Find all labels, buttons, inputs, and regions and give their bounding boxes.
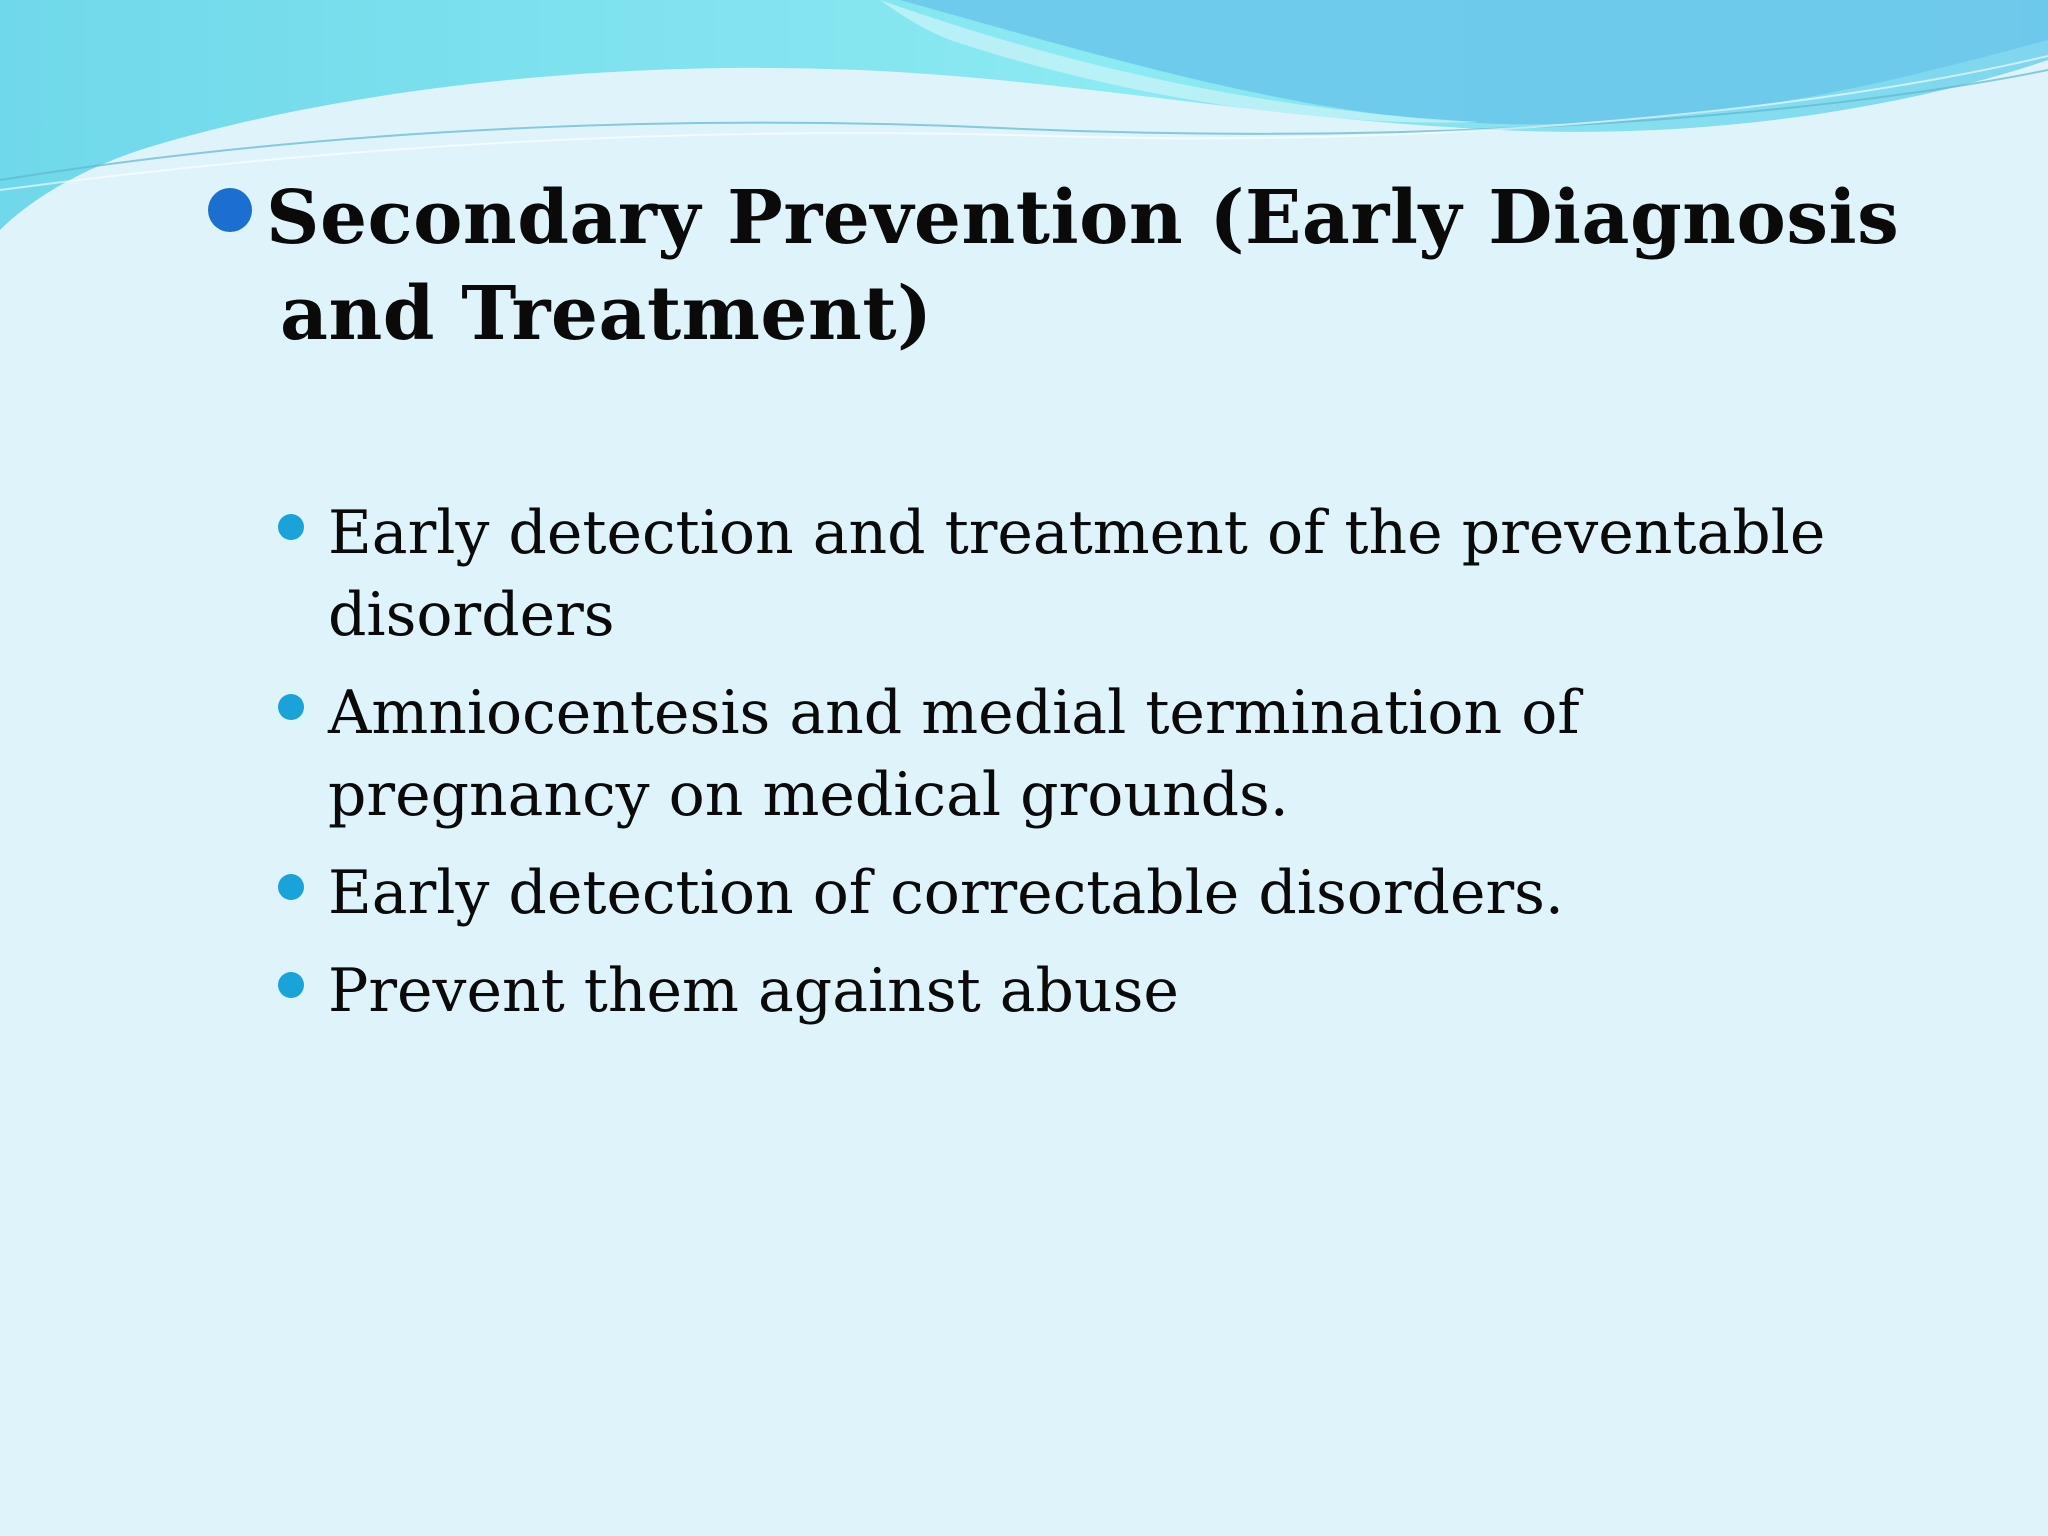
bullet-icon [278, 972, 304, 998]
list-item [276, 852, 1916, 934]
list-item [276, 672, 1916, 836]
bullet-icon [278, 514, 304, 540]
slide-heading: Secondary Prevention (Early Diagnosis and Treatment) [266, 175, 1900, 357]
bullet-text: Prevent them against abuse [328, 956, 1179, 1026]
list-item [276, 950, 1916, 1032]
bullet-text: Amniocentesis and medial termination of pregnancy on medical grounds. [328, 678, 1580, 830]
bullet-icon [278, 874, 304, 900]
bullet-icon [278, 694, 304, 720]
bullet-text: Early detection and treatment of the preventable disorders [328, 498, 1826, 650]
heading-row [208, 170, 1928, 362]
bullet-text: Early detection of correctable disorders. [328, 858, 1565, 928]
bullet-list [276, 492, 1916, 1048]
list-item [276, 492, 1916, 656]
heading-bullet-icon [208, 188, 252, 232]
